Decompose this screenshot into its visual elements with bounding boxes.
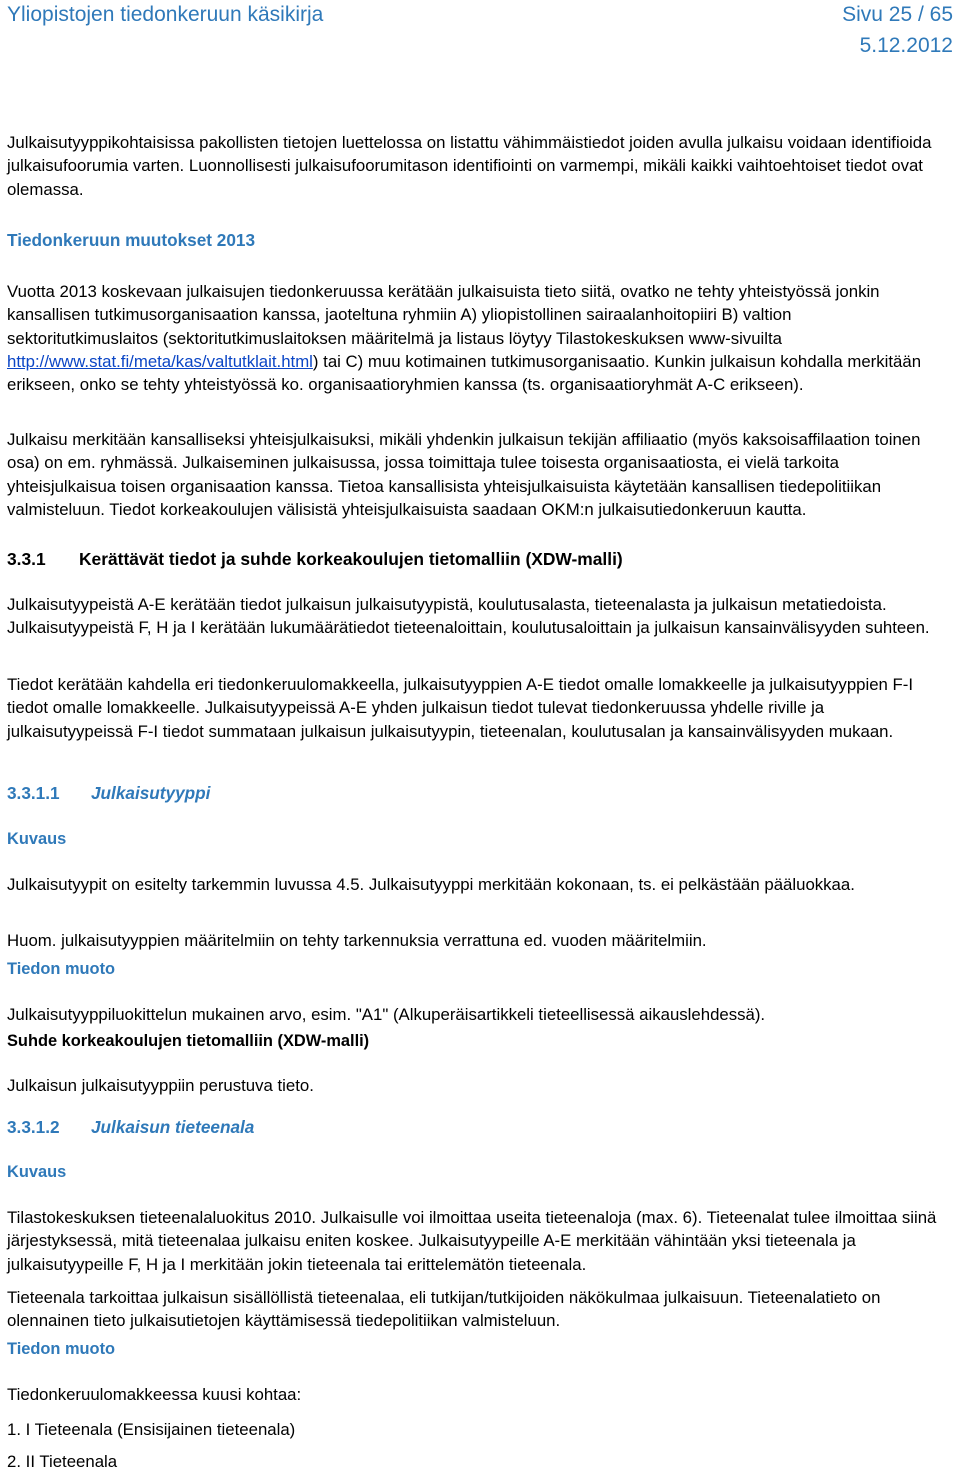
tiedon-muoto-paragraph-2: Tiedonkeruulomakkeessa kuusi kohtaa: — [7, 1384, 302, 1404]
document-date: 5.12.2012 — [859, 34, 953, 57]
kuvaus-paragraph-2a: Tilastokeskuksen tieteenalaluokitus 2010. Julkaisulle voi ilmoittaa useita tieteenaloja (max. 6). Tieteenalat tulee ilmoittaa siinä järjestyksessä, mitä tieteenalaa julkaisu eniten koskee. Julkaisutyypeille A-E merkitään vähintään yksi tieteenala ja julkaisutyypeille F, H ja I merkitään jokin tieteenala tai erittelemätön tieteenala. — [7, 1207, 937, 1274]
section-3-3-1-number: 3.3.1 — [7, 549, 46, 569]
kuvaus-paragraph-1b: Huom. julkaisutyyppien määritelmiin on tehty tarkennuksia verrattuna ed. vuoden määritelmiin. — [7, 930, 707, 950]
intro-paragraph: Julkaisutyyppikohtaisissa pakollisten tietojen luettelossa on listattu vähimmäistiedot joiden avulla julkaisu voidaan identifioida julkaisufoorumia varten. Luonnollisesti julkaisufoorumitason identifiointi on varmempi, mikäli kaikki vaihtoehtoiset tiedot ovat olemassa. — [7, 132, 932, 199]
list-item: 2. II Tieteenala — [7, 1451, 118, 1471]
changes-text-after-link: ) tai C) muu kotimainen tutkimusorganisaatio. Kunkin julkaisun kohdalla merkitään erikseen, onko se tehty yhteistyössä ko. organisaatioryhmien kanssa (ts. organisaatioryhmät A-C erikseen). — [7, 352, 922, 395]
changes-heading: Tiedonkeruun muutokset 2013 — [7, 230, 256, 250]
section-3-3-1-2-title: Julkaisun tieteenala — [91, 1117, 255, 1137]
section-3-3-1-1-title: Julkaisutyyppi — [91, 783, 211, 803]
page-number: Sivu 25 / 65 — [842, 3, 953, 26]
kuvaus-paragraph-1a: Julkaisutyypit on esitelty tarkemmin luvussa 4.5. Julkaisutyyppi merkitään kokonaan, ts. ei pelkästään pääluokkaa. — [7, 874, 855, 894]
section-3-3-1-1-number: 3.3.1.1 — [7, 783, 60, 803]
tiedon-muoto-label-1: Tiedon muoto — [7, 960, 116, 978]
list-item: 1. I Tieteenala (Ensisijainen tieteenala) — [7, 1419, 296, 1439]
suhde-paragraph: Julkaisun julkaisutyyppiin perustuva tieto. — [7, 1075, 314, 1095]
tiedon-muoto-label-2: Tiedon muoto — [7, 1340, 116, 1358]
stat-fi-link[interactable]: http://www.stat.fi/meta/kas/valtutklait.html — [7, 352, 313, 372]
section-3-3-1-title: Kerättävät tiedot ja suhde korkeakoulujen tietomalliin (XDW-malli) — [79, 549, 623, 569]
changes-paragraph-1 — [7, 280, 944, 397]
kuvaus-paragraph-2b: Tieteenala tarkoittaa julkaisun sisällöllistä tieteenalaa, eli tutkijan/tutkijoiden näkökulmaa julkaisuun. Tieteenalatieto on olennainen tieto julkaisutietojen käyttämisessä tiedepolitiikan valmisteluun. — [7, 1287, 881, 1331]
tiedon-muoto-paragraph-1: Julkaisutyyppiluokittelun mukainen arvo, esim. "A1" (Alkuperäisartikkeli tieteellisessä aikauslehdessä). — [7, 1004, 766, 1024]
page-header — [7, 0, 953, 58]
kuvaus-label-1: Kuvaus — [7, 830, 67, 848]
changes-text-before-link: Vuotta 2013 koskevaan julkaisujen tiedonkeruussa kerätään julkaisuista tieto siitä, ovatko ne tehty yhteistyössä jonkin kansallisen tutkimusorganisaation kanssa, jaoteltuna ryhmiin A) yliopistollinen sairaalanhoitopiiri B) valtion sektoritutkimuslaitos (sektoritutkimuslaitoksen määritelmä ja listaus löytyy Tilastokeskuksen www-sivuilta — [7, 281, 880, 348]
section-3-3-1-paragraph-1: Julkaisutyypeistä A-E kerätään tiedot julkaisun julkaisutyypistä, koulutusalasta, tieteenalasta ja julkaisun metatiedoista. Julkaisutyypeistä F, H ja I kerätään lukumäärätiedot tieteenaloittain, koulutusaloittain ja julkaisun kansainvälisyyden suhteen. — [7, 594, 930, 638]
section-3-3-1-2-number: 3.3.1.2 — [7, 1117, 60, 1137]
kuvaus-label-2: Kuvaus — [7, 1163, 67, 1181]
document-title: Yliopistojen tiedonkeruun käsikirja — [7, 3, 324, 26]
section-3-3-1-paragraph-2: Tiedot kerätään kahdella eri tiedonkeruulomakkeella, julkaisutyyppien A-E tiedot omalle lomakkeelle ja julkaisutyyppien F-I tiedot omalle lomakkeelle. Julkaisutyypeissä A-E yhden julkaisun tiedot tulevat tiedonkeruussa yhdelle riville ja julkaisutyypeissä F-I tiedot summataan julkaisun julkaisutyypin, tieteenalan, koulutusalan ja kansainvälisyyden mukaan. — [7, 674, 914, 741]
section-3-3-1-1-heading — [7, 782, 944, 805]
section-3-3-1-2-heading — [7, 1116, 944, 1139]
suhde-label: Suhde korkeakoulujen tietomalliin (XDW-malli) — [7, 1032, 370, 1050]
changes-paragraph-2: Julkaisu merkitään kansalliseksi yhteisjulkaisuksi, mikäli yhdenkin julkaisun tekijän affiliaatio (myös kaksoisaffilaation toinen osa) on em. ryhmässä. Julkaiseminen julkaisussa, jossa toimittaja tulee toisesta organisaatiosta, ei vielä tarkoita yhteisjulkaisua toisen organisaation kanssa. Tietoa kansallisista yhteisjulkaisuista käytetään kansallisen tiedepolitiikan valmisteluun. Tiedot korkeakoulujen välisistä yhteisjulkaisuista saadaan OKM:n julkaisutiedonkeruun kautta. — [7, 429, 921, 520]
section-3-3-1-heading — [7, 548, 944, 571]
